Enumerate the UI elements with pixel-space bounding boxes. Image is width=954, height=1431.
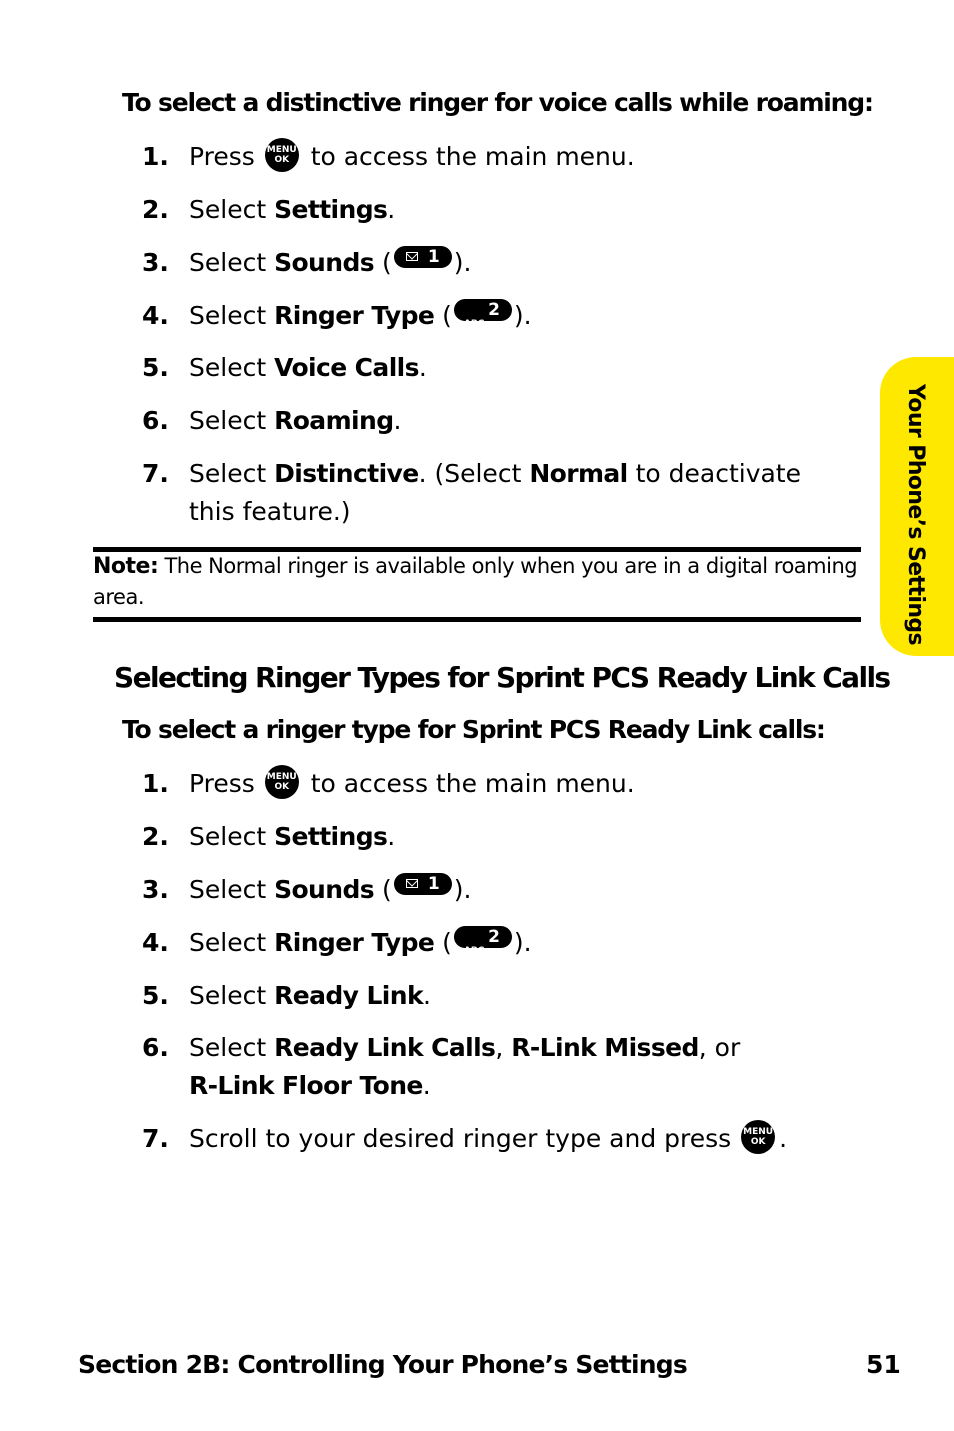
menu-option: Roaming — [274, 406, 394, 435]
section1-heading: To select a distinctive ringer for voice calls while roaming: — [122, 88, 873, 117]
note-bottom-rule — [93, 617, 861, 622]
key-1-icon: 1 — [394, 246, 452, 268]
section2-heading: To select a ringer type for Sprint PCS Ready Link calls: — [122, 715, 825, 744]
menu-option: R-Link Floor Tone — [189, 1071, 423, 1100]
side-tab-label: Your Phone’s Settings — [903, 384, 928, 646]
menu-ok-key-icon: MENU OK — [265, 765, 299, 799]
step-number: 5. — [142, 981, 169, 1010]
menu-option: R-Link Missed — [511, 1033, 699, 1062]
menu-ok-key-icon: MENU OK — [265, 138, 299, 172]
menu-option: Distinctive — [274, 459, 419, 488]
menu-ok-key-icon: MENU OK — [741, 1120, 775, 1154]
envelope-icon — [406, 879, 418, 888]
step-number: 4. — [142, 928, 169, 957]
footer-section-title: Section 2B: Controlling Your Phone’s Settings — [78, 1350, 687, 1379]
note-text: The Normal ringer is available only when you are in a digital roaming area. — [93, 554, 858, 609]
menu-option: Ringer Type — [274, 928, 435, 957]
manual-page: To select a distinctive ringer for voice calls while roaming: 1. Press MENU OK to access the main menu. 2. Select Settings. 3. Select Sounds ( 1 ). 4. Select Ringer Type ( ABC 2 ). 5. Select Voice Calls. 6. Select Roaming. 7. Select Distinctive. (Select Normal to deactivate this feature.) Note: The Normal ringer is available only when you are in a digital roaming area. Selecting Ringer Types for Sprint PCS Ready Link Calls To select a ringer type for Sprint PCS Ready Link calls: 1. Press MENU OK to access the main menu. 2. Select Settings. 3. Select Sounds ( 1 ). 4. Select Ringer Type ( ABC 2 ). 5. Select Ready Link. 6. Select Ready Link Calls, R-Link Missed, or R-Link Floor Tone. 7. Scroll to your desired ringer type and press MENU OK . Your Phone’s Settings Section 2B: Controlling Your Phone’s Settings 51 — [0, 0, 954, 1431]
envelope-icon — [406, 252, 418, 261]
step-number: 4. — [142, 301, 169, 330]
step-number: 5. — [142, 353, 169, 382]
step-number: 6. — [142, 406, 169, 435]
menu-option: Settings — [274, 822, 388, 851]
menu-option: Sounds — [274, 875, 375, 904]
step-number: 2. — [142, 195, 169, 224]
key-2-icon: ABC 2 — [454, 299, 512, 321]
menu-option: Sounds — [274, 248, 375, 277]
page-number: 51 — [866, 1350, 901, 1379]
menu-option: Normal — [529, 459, 628, 488]
step-number: 6. — [142, 1033, 169, 1062]
note — [93, 551, 861, 612]
step-number: 3. — [142, 248, 169, 277]
menu-option: Ringer Type — [274, 301, 435, 330]
menu-option: Ready Link — [274, 981, 423, 1010]
menu-option: Ready Link Calls — [274, 1033, 496, 1062]
step-number: 3. — [142, 875, 169, 904]
menu-option: Settings — [274, 195, 388, 224]
step-number: 7. — [142, 1124, 169, 1153]
section2-title: Selecting Ringer Types for Sprint PCS Ready Link Calls — [114, 661, 890, 694]
key-2-icon: ABC 2 — [454, 926, 512, 948]
menu-option: Voice Calls — [274, 353, 419, 382]
step-number: 1. — [142, 142, 169, 171]
step-number: 2. — [142, 822, 169, 851]
note-label: Note: — [93, 554, 159, 579]
key-1-icon: 1 — [394, 873, 452, 895]
step-number: 1. — [142, 769, 169, 798]
step-number: 7. — [142, 459, 169, 488]
